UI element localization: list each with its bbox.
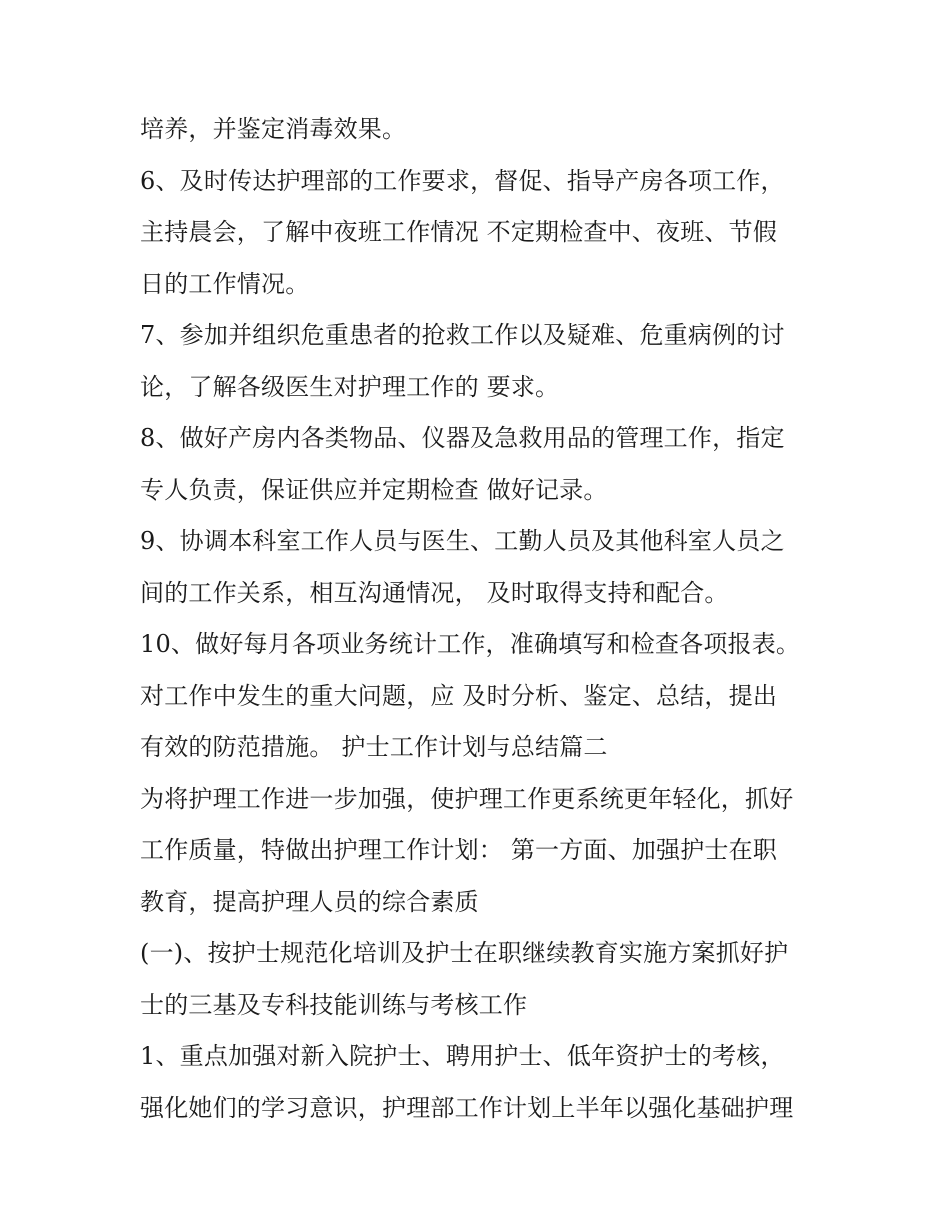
text-line: 培养，并鉴定消毒效果。 — [140, 115, 407, 143]
document-body — [140, 104, 830, 1134]
text-line: 8、做好产房内各类物品、仪器及急救用品的管理工作，指定 — [140, 424, 785, 452]
text-line: 1、重点加强对新入院护士、聘用护士、低年资护士的考核， — [140, 1042, 785, 1070]
text-line: 主持晨会，了解中夜班工作情况 不定期检查中、夜班、节假 — [140, 218, 778, 246]
text-line: 论，了解各级医生对护理工作的 要求。 — [140, 372, 560, 401]
text-line: 强化她们的学习意识，护理部工作计划上半年以强化基础护理 — [140, 1093, 794, 1122]
text-line: 6、及时传达护理部的工作要求，督促、指导产房各项工作， — [140, 166, 785, 195]
text-line: 专人负责，保证供应并定期检查 做好记录。 — [140, 475, 608, 504]
text-line: 间的工作关系，相互沟通情况， 及时取得支持和配合。 — [140, 578, 729, 607]
text-line: 9、协调本科室工作人员与医生、工勤人员及其他科室人员之 — [140, 527, 785, 555]
text-line: 为将护理工作进一步加强，使护理工作更系统更年轻化，抓好 — [140, 784, 794, 813]
text-line: 7、参加并组织危重患者的抢救工作以及疑难、危重病例的讨 — [140, 321, 785, 349]
text-line: 10、做好每月各项业务统计工作，准确填写和检查各项报表。 — [140, 630, 801, 658]
text-line: 日的工作情况。 — [140, 269, 310, 298]
text-line: (一)、按护士规范化培训及护士在职继续教育实施方案抓好护 — [140, 939, 789, 967]
text-line: 有效的防范措施。 护士工作计划与总结篇二 — [140, 733, 608, 761]
text-line: 士的三基及专科技能训练与考核工作 — [140, 990, 528, 1019]
text-line: 教育，提高护理人员的综合素质 — [140, 887, 479, 916]
text-line: 工作质量，特做出护理工作计划： 第一方面、加强护士在职 — [140, 836, 778, 864]
text-line: 对工作中发生的重大问题，应 及时分析、鉴定、总结，提出 — [140, 681, 778, 710]
